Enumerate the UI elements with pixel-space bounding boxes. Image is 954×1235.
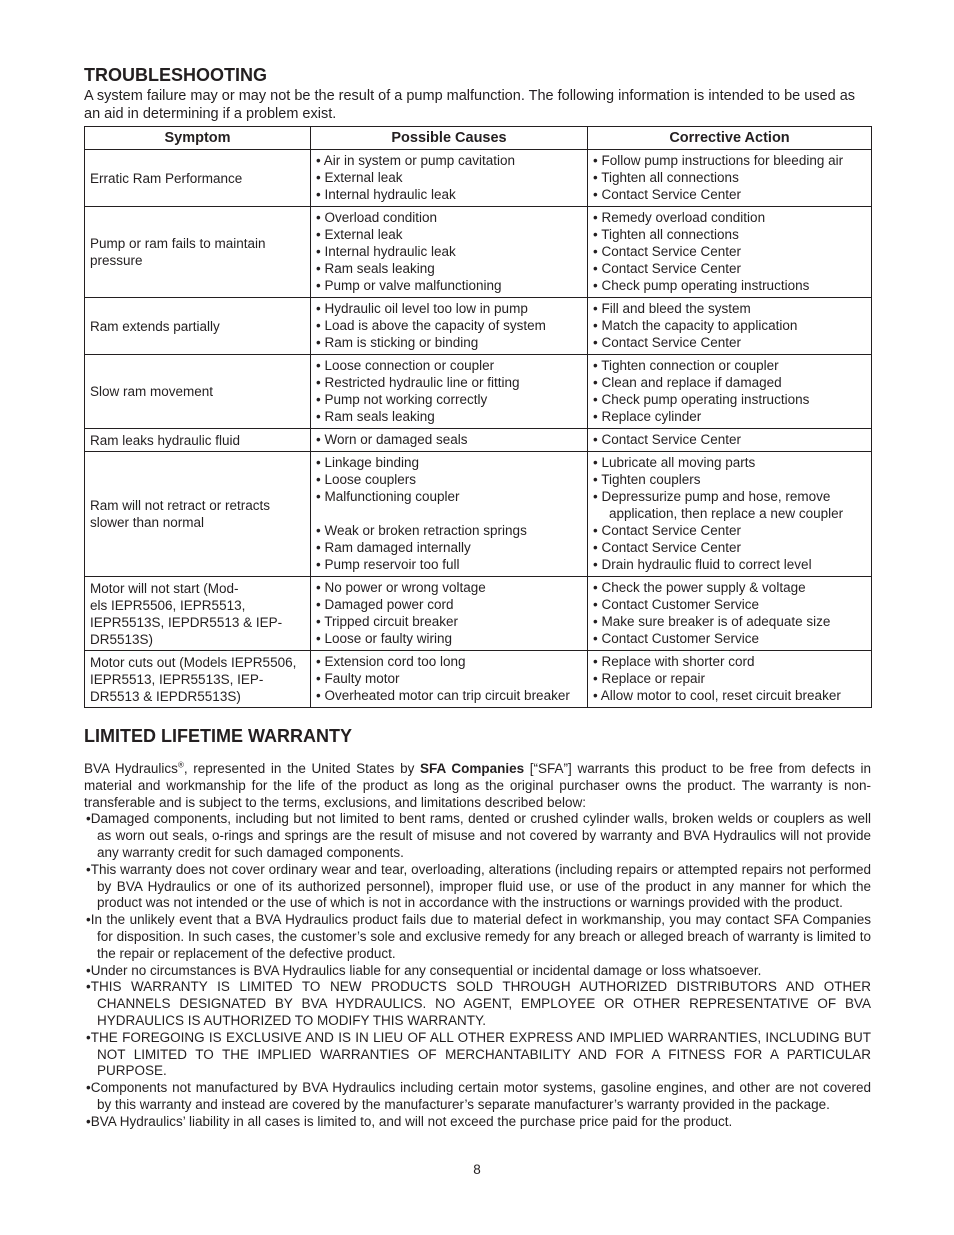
action-item: • Tighten all connections <box>593 227 739 242</box>
cause-spacer <box>316 505 582 522</box>
table-row <box>85 298 872 355</box>
causes-cell <box>311 150 588 207</box>
action-item: • Fill and bleed the system <box>593 301 751 316</box>
actions-cell <box>588 577 872 651</box>
causes-cell <box>311 298 588 355</box>
header-corrective-action: Corrective Action <box>588 127 872 150</box>
actions-cell <box>588 429 872 452</box>
action-item: • Contact Service Center <box>593 335 742 350</box>
actions-cell <box>588 298 872 355</box>
action-item: • Contact Service Center <box>593 261 742 276</box>
warranty-intro <box>84 761 871 811</box>
registered-mark: ® <box>177 760 184 770</box>
action-item: • Contact Service Center <box>593 432 742 447</box>
action-item: • Tighten couplers <box>593 472 701 487</box>
cause-item: • Weak or broken retraction springs <box>316 523 527 538</box>
causes-cell <box>311 207 588 298</box>
symptom-line: DR5513S) <box>90 631 154 647</box>
cause-item: • Extension cord too long <box>316 654 466 669</box>
cause-item: • Loose or faulty wiring <box>316 631 453 646</box>
causes-cell <box>311 429 588 452</box>
action-item: • Follow pump instructions for bleeding air <box>593 153 844 168</box>
header-symptom: Symptom <box>85 127 311 150</box>
action-item: • Contact Service Center <box>593 244 742 259</box>
cause-item: • Overheated motor can trip circuit breaker <box>316 688 570 703</box>
cause-item: • Overload condition <box>316 210 438 225</box>
company-name: SFA Companies <box>419 761 525 776</box>
symptom-line: IEPR5513S, IEPDR5513 & IEP- <box>90 614 283 630</box>
symptom-cell: Ram leaks hydraulic fluid <box>85 429 311 452</box>
action-item: • Lubricate all moving parts <box>593 455 756 470</box>
cause-item: • Internal hydraulic leak <box>316 187 456 202</box>
actions-cell <box>588 355 872 429</box>
action-item: • Depressurize pump and hose, remove <box>593 489 831 504</box>
action-item: • Allow motor to cool, reset circuit breaker <box>593 688 841 703</box>
symptom-line: els IEPR5506, IEPR5513, <box>90 597 246 613</box>
action-item: • Replace or repair <box>593 671 706 686</box>
symptom-cell: Slow ram movement <box>85 355 311 429</box>
actions-cell <box>588 452 872 577</box>
symptom-cell <box>85 651 311 708</box>
cause-item: • Air in system or pump cavitation <box>316 153 516 168</box>
action-item: • Contact Customer Service <box>593 597 760 612</box>
cause-item: • Pump reservoir too full <box>316 557 460 572</box>
cause-item: • No power or wrong voltage <box>316 580 486 595</box>
cause-item: • Loose connection or coupler <box>316 358 495 373</box>
cause-item: • Damaged power cord <box>316 597 454 612</box>
cause-item: • Load is above the capacity of system <box>316 318 546 333</box>
list-item: • BVA Hydraulics’ liability in all cases is limited to, and will not exceed the purchase price paid for the product. <box>84 1114 871 1131</box>
causes-cell <box>311 452 588 577</box>
warranty-body <box>84 761 871 1131</box>
actions-cell <box>588 651 872 708</box>
action-item: • Replace cylinder <box>593 409 702 424</box>
cause-item: • External leak <box>316 170 403 185</box>
action-item: • Tighten all connections <box>593 170 739 185</box>
symptom-line: IEPR5513, IEPR5513S, IEP- <box>90 671 264 687</box>
causes-cell <box>311 577 588 651</box>
symptom-cell <box>85 577 311 651</box>
symptom-cell: Ram extends partially <box>85 298 311 355</box>
action-item: • Tighten connection or coupler <box>593 358 779 373</box>
action-item: • Remedy overload condition <box>593 210 766 225</box>
cause-item: • Restricted hydraulic line or fitting <box>316 375 520 390</box>
table-row <box>85 355 872 429</box>
action-item: • Contact Service Center <box>593 540 742 555</box>
action-item-continued: application, then replace a new coupler <box>609 506 844 521</box>
list-item: • THE FOREGOING IS EXCLUSIVE AND IS IN LIEU OF ALL OTHER EXPRESS AND IMPLIED WARRANTIES, INCLUDING BUT NOT LIMITED TO THE IMPLIED WARRANTIES OF MERCHANTABILITY AND FOR A FITNESS FOR A PARTICULAR PURPOSE. <box>84 1030 871 1080</box>
table-row <box>85 150 872 207</box>
list-item: • This warranty does not cover ordinary wear and tear, overloading, alterations (including repairs or attempted repairs not performed by BVA Hydraulics or one of its authorized personnel), improper fluid use, or use of the product in any manner for which the product was not intended or the use of which is not in accordance with the instructions or warnings provided with the product. <box>84 862 871 912</box>
brand-name: BVA Hydraulics <box>84 761 178 776</box>
action-item: • Check pump operating instructions <box>593 392 810 407</box>
list-item: • Under no circumstances is BVA Hydraulics liable for any consequential or incidental damage or loss whatsoever. <box>84 963 871 980</box>
causes-cell <box>311 355 588 429</box>
cause-item: • Malfunctioning coupler <box>316 489 460 504</box>
list-item: • In the unlikely event that a BVA Hydraulics product fails due to material defect in workmanship, you may contact SFA Companies for disposition. In such cases, the customer’s sole and exclusive remedy for any breach or alleged breach of warranty is limited to the repair or replacement of the defective product. <box>84 912 871 962</box>
table-row <box>85 429 872 452</box>
cause-item: • Hydraulic oil level too low in pump <box>316 301 528 316</box>
action-item: • Drain hydraulic fluid to correct level <box>593 557 812 572</box>
table-row <box>85 452 872 577</box>
action-item: • Check pump operating instructions <box>593 278 810 293</box>
cause-item: • Ram seals leaking <box>316 261 435 276</box>
table-row <box>85 577 872 651</box>
list-item: • Components not manufactured by BVA Hydraulics including certain motor systems, gasoline engines, and other are not covered by this warranty and instead are covered by the manufacturer’s separate manufacturer’s warranty provided in the package. <box>84 1080 871 1114</box>
table-row <box>85 651 872 708</box>
cause-item: • Internal hydraulic leak <box>316 244 456 259</box>
action-item: • Contact Service Center <box>593 523 742 538</box>
action-item: • Contact Service Center <box>593 187 742 202</box>
symptom-line: Motor cuts out (Models IEPR5506, <box>90 654 297 670</box>
cause-item: • Ram seals leaking <box>316 409 435 424</box>
action-item: • Replace with shorter cord <box>593 654 755 669</box>
header-possible-causes: Possible Causes <box>311 127 588 150</box>
cause-item: • Pump not working correctly <box>316 392 488 407</box>
cause-item: • Faulty motor <box>316 671 400 686</box>
symptom-line: Motor will not start (Mod- <box>90 580 239 596</box>
cause-item: • Ram damaged internally <box>316 540 471 555</box>
document-page <box>84 64 871 1131</box>
cause-item: • Tripped circuit breaker <box>316 614 459 629</box>
cause-item: • External leak <box>316 227 403 242</box>
actions-cell <box>588 207 872 298</box>
symptom-cell: Ram will not retract or retracts slower than normal <box>85 452 311 577</box>
table-row <box>85 207 872 298</box>
list-item: • Damaged components, including but not limited to bent rams, dented or crushed cylinder walls, broken welds or couplers as well as worn out seals, o-rings and springs are the result of misuse and not covered by warranty and BVA Hydraulics will not provide any warranty credit for such damaged components. <box>84 811 871 861</box>
table-header-row <box>85 127 872 150</box>
action-item: • Clean and replace if damaged <box>593 375 782 390</box>
page-number: 8 <box>473 1162 481 1177</box>
warranty-intro-rest: [“SFA”] warrants this product to be free from defects in material and workmanship for the life of the product as long as the original purchaser owns the product. The warranty is non-transferable and is subject to the terms, exclusions, and limitations described below: <box>84 761 871 810</box>
troubleshooting-intro: A system failure may or may not be the result of a pump malfunction. The following information is intended to be used as an aid in determining if a problem exist. <box>84 88 856 122</box>
action-item: • Make sure breaker is of adequate size <box>593 614 831 629</box>
warranty-terms-list <box>84 811 871 1130</box>
actions-cell <box>588 150 872 207</box>
cause-item: • Worn or damaged seals <box>316 432 468 447</box>
symptom-cell: Pump or ram fails to maintain pressure <box>85 207 311 298</box>
action-item: • Match the capacity to application <box>593 318 798 333</box>
cause-item: • Linkage binding <box>316 455 420 470</box>
symptom-line: DR5513 & IEPDR5513S) <box>90 688 241 704</box>
cause-item: • Loose couplers <box>316 472 417 487</box>
action-item: • Contact Customer Service <box>593 631 760 646</box>
cause-item: • Ram is sticking or binding <box>316 335 479 350</box>
cause-item: • Pump or valve malfunctioning <box>316 278 502 293</box>
list-item: • THIS WARRANTY IS LIMITED TO NEW PRODUCTS SOLD THROUGH AUTHORIZED DISTRIBUTORS AND OTHER CHANNELS DESIGNATED BY BVA HYDRAULICS. NO AGENT, EMPLOYEE OR OTHER REPRESENTATIVE OF BVA HYDRAULICS IS AUTHORIZED TO MODIFY THIS WARRANTY. <box>84 979 871 1029</box>
warranty-intro-mid: , represented in the United States by <box>183 761 420 776</box>
warranty-heading: LIMITED LIFETIME WARRANTY <box>84 726 352 746</box>
symptom-cell: Erratic Ram Performance <box>85 150 311 207</box>
action-item: • Check the power supply & voltage <box>593 580 806 595</box>
troubleshooting-heading: TROUBLESHOOTING <box>84 65 267 85</box>
causes-cell <box>311 651 588 708</box>
troubleshooting-table <box>84 126 872 708</box>
